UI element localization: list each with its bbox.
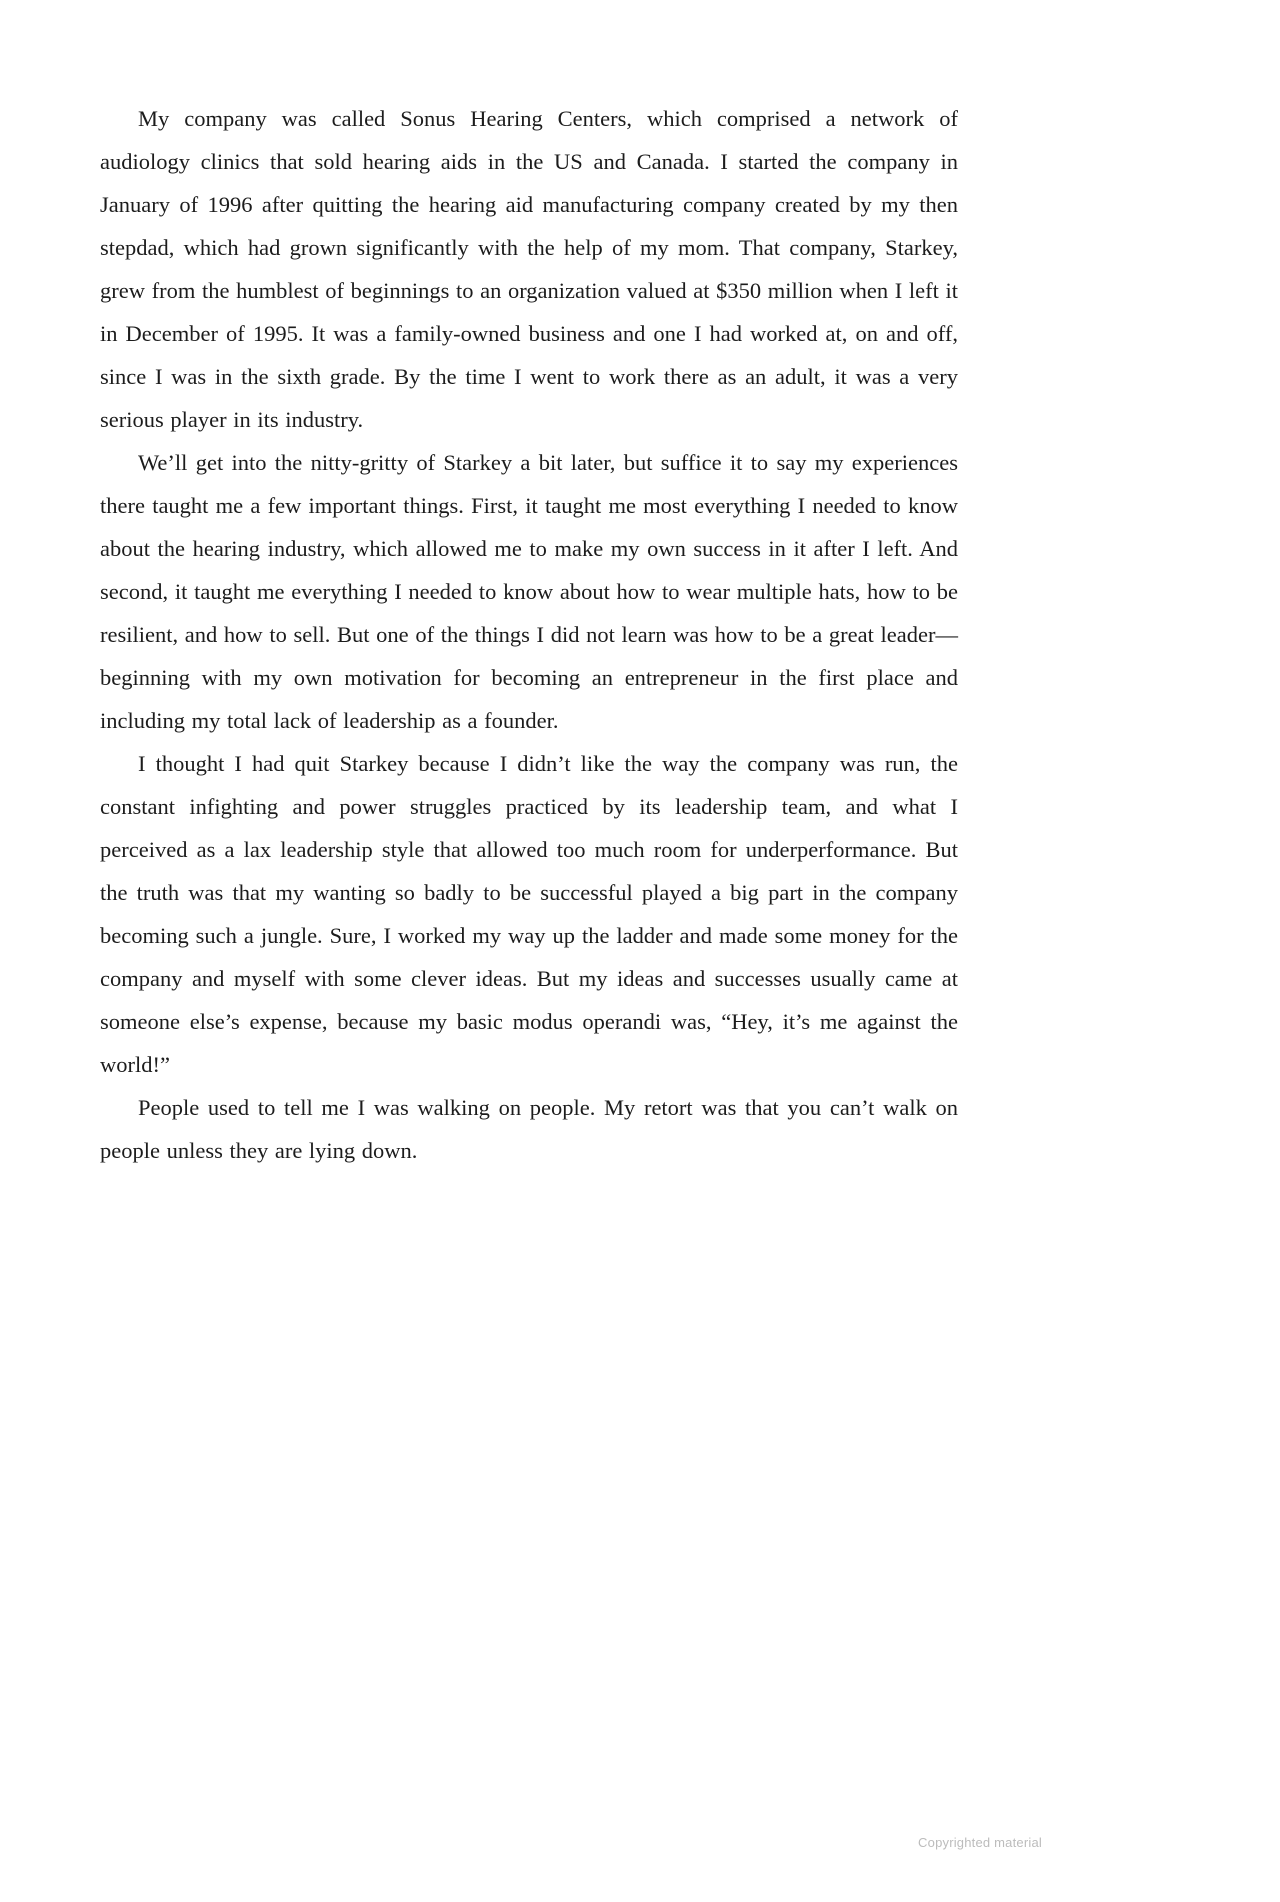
- paragraph-3: I thought I had quit Starkey because I didn’t like the way the company was run, the constant infighting and power struggles practiced by its leadership team, and what I perceived as a lax leadership style that allowed too much room for underperformance. But the truth was that my wanting so badly to be successful played a big part in the company becoming such a jungle. Sure, I worked my way up the ladder and made some money for the company and myself with some clever ideas. But my ideas and successes usually came at someone else’s expense, because my basic modus operandi was, “Hey, it’s me against the world!”: [100, 751, 958, 1077]
- paragraph-4: People used to tell me I was walking on people. My retort was that you can’t walk on people unless they are lying down.: [100, 1095, 958, 1163]
- paragraph-2: We’ll get into the nitty-gritty of Starkey a bit later, but suffice it to say my experiences there taught me a few important things. First, it taught me most everything I needed to know about the hearing industry, which allowed me to make my own success in it after I left. And second, it taught me everything I needed to know about how to wear multiple hats, how to be resilient, and how to sell. But one of the things I did not learn was how to be a great leader—beginning with my own motivation for becoming an entrepreneur in the first place and including my total lack of leadership as a founder.: [100, 450, 958, 733]
- copyright-watermark: Copyrighted material: [918, 1835, 1042, 1850]
- body-text: [100, 97, 958, 1172]
- paragraph-1: My company was called Sonus Hearing Centers, which comprised a network of audiology clinics that sold hearing aids in the US and Canada. I started the company in January of 1996 after quitting the hearing aid manufacturing company created by my then stepdad, which had grown significantly with the help of my mom. That company, Starkey, grew from the humblest of beginnings to an organization valued at $350 million when I left it in December of 1995. It was a family-owned business and one I had worked at, on and off, since I was in the sixth grade. By the time I went to work there as an adult, it was a very serious player in its industry.: [100, 106, 958, 432]
